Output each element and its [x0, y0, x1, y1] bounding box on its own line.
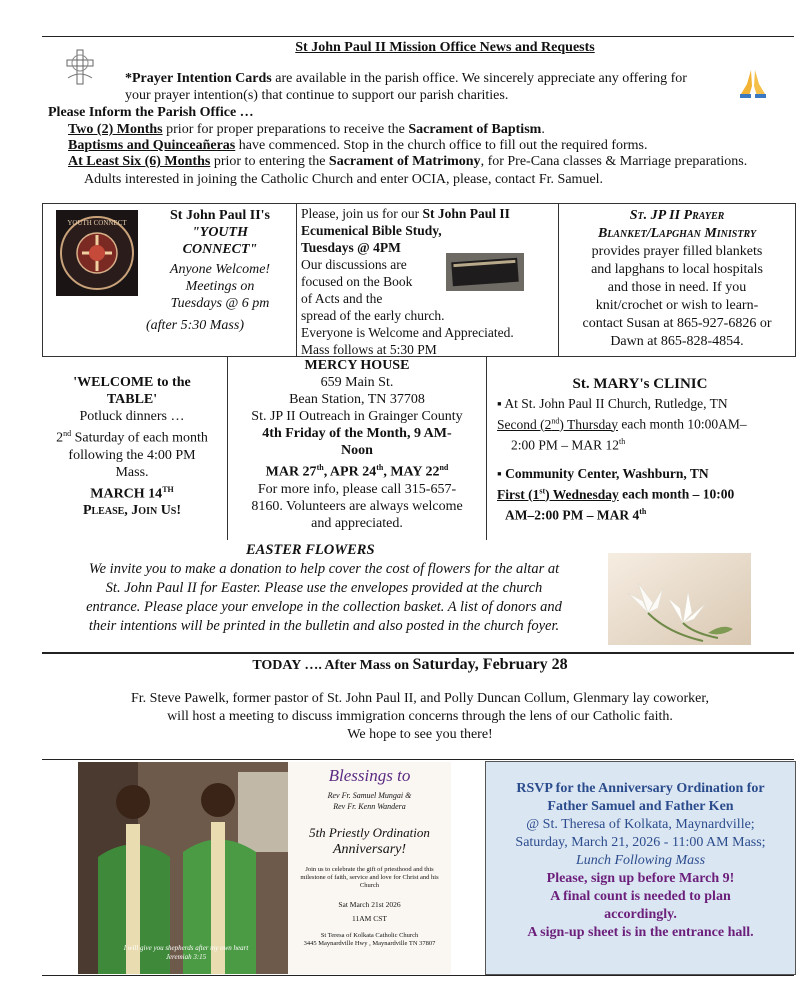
- ocia-line: Adults interested in joining the Catholic Church and enter OCIA, please, contact Fr. Samuel.: [84, 172, 604, 187]
- youth-details: Anyone Welcome! Meetings on Tuesdays @ 6 pm: [169, 262, 271, 311]
- today-rule: [42, 652, 794, 654]
- scripture-quote: I will give you shepherds after my own heart Jeremiah 3:15: [123, 944, 249, 961]
- matrimony-line: At Least Six (6) Months prior to entering the Sacrament of Matrimony, for Pre-Cana classes & Marriage preparations.: [68, 154, 748, 169]
- quinceanera-line: Baptisms and Quinceañeras have commenced. Stop in the church office to fill out the required forms.: [68, 138, 648, 153]
- clinic-title: St. MARY's CLINIC: [572, 376, 708, 392]
- youth-connect-logo: [56, 210, 138, 296]
- svg-text:YOUTH CONNECT: YOUTH CONNECT: [67, 219, 127, 227]
- baptism-line: Two (2) Months prior for proper preparations to receive the Sacrament of Baptism.: [68, 122, 545, 137]
- office-title: St John Paul II Mission Office News and Requests: [295, 40, 595, 55]
- prayer-line-2: your prayer intention(s) that continue to support our parish charities.: [125, 88, 509, 103]
- cross-logo-icon: [62, 48, 98, 88]
- rsvp-heading: RSVP for the Anniversary Ordination for Father Samuel and Father Ken: [516, 781, 765, 814]
- box-divider-1: [296, 203, 297, 356]
- youth-after-mass: (after 5:30 Mass): [146, 318, 244, 333]
- box-divider-2: [558, 203, 559, 356]
- row2-divider-1: [227, 356, 228, 540]
- rsvp-details: @ St. Theresa of Kolkata, Maynardville; Saturday, March 21, 2026 - 11:00 AM Mass; Lunch Following Mass: [515, 817, 766, 868]
- row2-divider-2: [486, 356, 487, 540]
- easter-title: EASTER FLOWERS: [246, 542, 375, 558]
- bible-study: Please, join us for our St John Paul II Ecumenical Bible Study, Tuesdays @ 4PM Our discussions are focused on the Book of Acts and the spread of the early church. Everyone is Welcome and Appreciated. Mass follows at 5:30 PM: [301, 206, 514, 357]
- clinic-details: ▪ At St. John Paul II Church, Rutledge, TN Second (2nd) Thursday each month 10:00AM– 2:00 PM – MAR 12th ▪ Community Center, Washburn, TN First (1st) Wednesday each month – 10:00 AM–2:00 PM – MAR 4th: [497, 396, 747, 522]
- bible-book-image: [446, 253, 524, 291]
- welcome-table: 'WELCOME to the TABLE' Potluck dinners … 2nd Saturday of each month following the 4:00 PM Mass. MARCH 14TH Please, Join Us!: [56, 375, 208, 519]
- mercy-house: MERCY HOUSE 659 Main St. Bean Station, TN 37708 St. JP II Outreach in Grainger County 4th Friday of the Month, 9 AM- Noon MAR 27th, APR 24th, MAY 22nd For more info, please call 315-657- 8160. Volunteers are always welcome and appreciated.: [251, 358, 463, 531]
- prayer-line-1: *Prayer Intention Cards are available in the parish office. We sincerely appreciate any offering for: [125, 71, 687, 86]
- invite-rule: [42, 759, 794, 760]
- youth-title: St John Paul II's "YOUTH CONNECT": [170, 208, 270, 257]
- lily-flowers-image: [608, 553, 751, 645]
- invitation-card: Blessings to Rev Fr. Samuel Mungai & Rev Fr. Kenn Wandera 5th Priestly Ordination Anniversary! Join us to celebrate the gift of priesthood and this milestone of faith, service and love for Christ and his Church Sat March 21st 2026 11AM CST St Teresa of Kolkata Catholic Church 3445 Maynardville Hwy , Maynardville TN 37807: [288, 762, 451, 974]
- bottom-rule: [42, 975, 794, 976]
- priests-photo: [78, 762, 288, 974]
- easter-text: We invite you to make a donation to help cover the cost of flowers for the altar at St. John Paul II for Easter. Please use the envelopes provided at the church entrance. Please place your envelope in the collection basket. A list of donors and their intentions will be printed in the bulletin and also posted in the church foyer.: [86, 561, 562, 634]
- ordination-invitation: [78, 762, 451, 974]
- praying-hands-icon: [737, 68, 769, 100]
- blanket-ministry: St. JP II Prayer Blanket/Lapghan Ministry provides prayer filled blankets and lapghans to local hospitals and those in need. If you knit/crochet or wish to learn- contact Susan at 865-927-6826 or Dawn at 865-828-4854.: [582, 208, 772, 349]
- rsvp-box: [485, 761, 796, 975]
- top-rule: [42, 36, 794, 37]
- today-heading: TODAY …. After Mass on Saturday, February 28: [252, 656, 568, 673]
- today-text: Fr. Steve Pawelk, former pastor of St. John Paul II, and Polly Duncan Collum, Glenmary lay coworker, will host a meeting to discuss immigration concerns through the lens of our Catholic faith. We hope to see you there!: [130, 691, 709, 742]
- rsvp-signup: Please, sign up before March 9! A final count is needed to plan accordingly. A sign-up sheet is in the entrance hall.: [527, 871, 754, 940]
- inform-heading: Please Inform the Parish Office …: [48, 105, 254, 120]
